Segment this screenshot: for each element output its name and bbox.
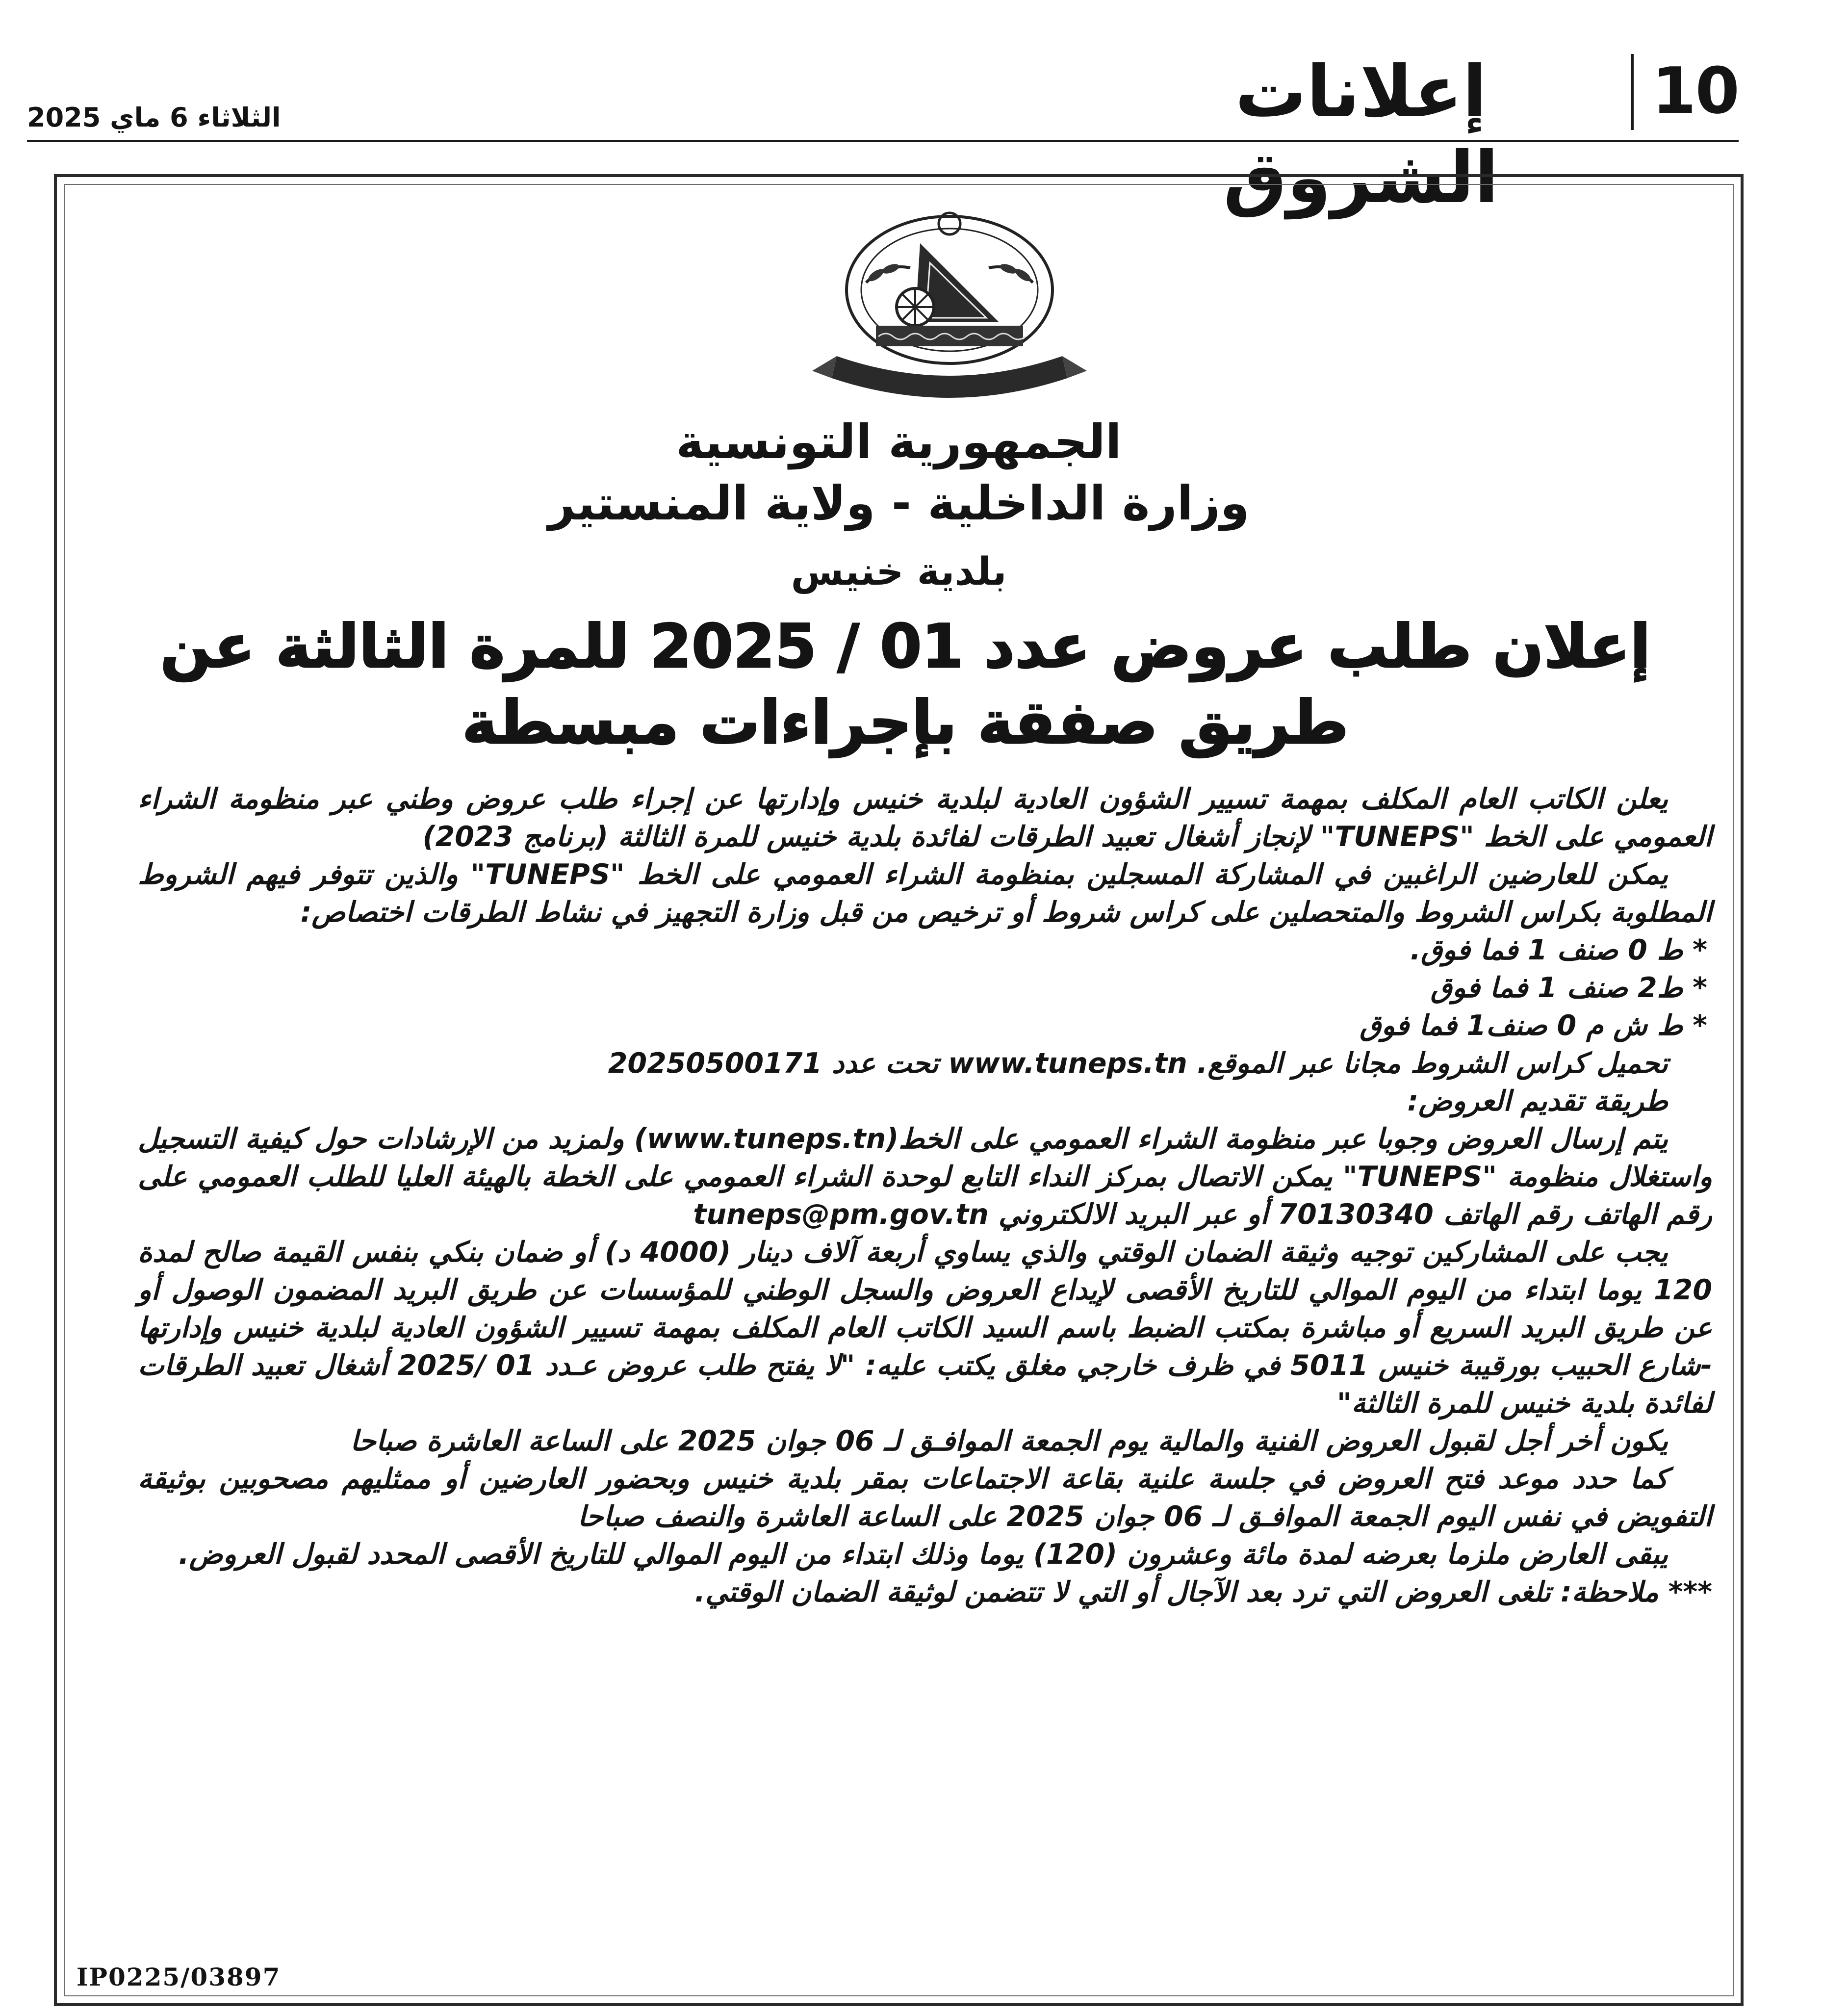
header-republic: الجمهورية التونسية xyxy=(676,414,1122,469)
body-paragraph: يمكن للعارضين الراغبين في المشاركة المسجلين بمنظومة الشراء العمومي على الخط "TUNEPS" والذين تتوفر فيهم الشروط المطلوبة بكراس الشروط والمتحصلين على كراس شروط أو ترخيص من قبل وزارة التجهيز في نشاط الطرقات اختصاص: xyxy=(138,858,1712,929)
newspaper-title: إعلانات الشروق xyxy=(1223,51,1499,219)
body-paragraph: كما حدد موعد فتح العروض في جلسة علنية بقاعة الاجتماعات بمقر بلدية خنيس وبحضور العارضين أو ممثليهم مصحوبين بوثيقة التفويض في نفس اليوم الجمعة الموافـق لـ 06 جوان 2025 على الساعة العاشرة والنصف صباحا xyxy=(138,1463,1712,1533)
municipality-emblem-icon xyxy=(793,209,1106,398)
reference-code: IP0225/03897 xyxy=(77,1962,281,1991)
newspaper-masthead xyxy=(27,44,1739,219)
body-paragraph: يكون أخر أجل لقبول العروض الفنية والمالية يوم الجمعة الموافـق لـ 06 جوان 2025 على الساعة العاشرة صباحا xyxy=(350,1425,1668,1457)
header-municipality: بلدية خنيس xyxy=(791,550,1007,594)
announcement-frame xyxy=(54,174,1744,2006)
submission-heading: طريقة تقديم العروض: xyxy=(1407,1085,1668,1117)
category-bullet: * ط ش م 0 صنف1 فما فوق xyxy=(1360,1009,1707,1042)
announcement-title: إعلان طلب عروض عدد 01 / 2025 للمرة الثالثة عن طريق صفقة بإجراءات مبسطة xyxy=(160,612,1651,757)
body-paragraph: يبقى العارض ملزما بعرضه لمدة مائة وعشرون (120) يوما وذلك ابتداء من اليوم الموالي للتاريخ الأقصى المحدد لقبول العروض. xyxy=(178,1538,1668,1571)
note-line: *** ملاحظة: تلغى العروض التي ترد بعد الآجال أو التي لا تتضمن لوثيقة الضمان الوقتي. xyxy=(694,1576,1712,1608)
body-paragraph: يعلن الكاتب العام المكلف بمهمة تسيير الشؤون العادية لبلدية خنيس وإدارتها عن إجراء طلب عروض وطني عبر منظومة الشراء العمومي على الخط "TUNEPS" لإنجاز أشغال تعبيد الطرقات لفائدة بلدية خنيس للمرة الثالثة (برنامج 2023) xyxy=(138,783,1712,853)
download-instructions: تحميل كراس الشروط مجانا عبر الموقع. www.tuneps.tn تحت عدد 20250500171 xyxy=(608,1047,1668,1080)
page-number: 10 xyxy=(1652,53,1739,128)
body-paragraph: يجب على المشاركين توجيه وثيقة الضمان الوقتي والذي يساوي أربعة آلاف دينار (4000 د) أو ضمان بنكي بنفس القيمة صالح لمدة 120 يوما ابتداء من اليوم الموالي للتاريخ الأقصى لإيداع العروض والسجل الوطني للمؤسسات عن طريق البريد المضمون الوصول أو عن طريق البريد السريع أو مباشرة بمكتب الضبط باسم السيد الكاتب العام المكلف بمهمة تسيير الشؤون العادية لبلدية خنيس وإدارتها -شارع الحبيب بورقيبة خنيس 5011 في ظرف خارجي مغلق يكتب عليه: "لا يفتح طلب عروض عـدد 01 /2025 أشغال تعبيد الطرقات لفائدة بلدية خنيس للمرة الثالثة" xyxy=(138,1236,1712,1420)
category-bullet: * ط2 صنف 1 فما فوق xyxy=(1430,972,1707,1004)
category-bullet: * ط 0 صنف 1 فما فوق. xyxy=(1410,934,1707,966)
masthead-divider xyxy=(1631,54,1634,130)
header-ministry-governorate: وزارة الداخلية - ولاية المنستير xyxy=(548,476,1250,531)
issue-date: الثلاثاء 6 ماي 2025 xyxy=(27,102,281,133)
body-paragraph: يتم إرسال العروض وجوبا عبر منظومة الشراء العمومي على الخط(www.tuneps.tn) ولمزيد من الإرشادات حول كيفية التسجيل واستغلال منظومة "TUNEPS" يمكن الاتصال بمركز النداء التابع لوحدة الشراء العمومي على الخطة بالهيئة العليا للطلب العمومي على رقم الهاتف رقم الهاتف 70130340 أو عبر البريد الالكتروني tuneps@pm.gov.tn xyxy=(138,1123,1712,1231)
announcement-body xyxy=(138,780,1712,1611)
